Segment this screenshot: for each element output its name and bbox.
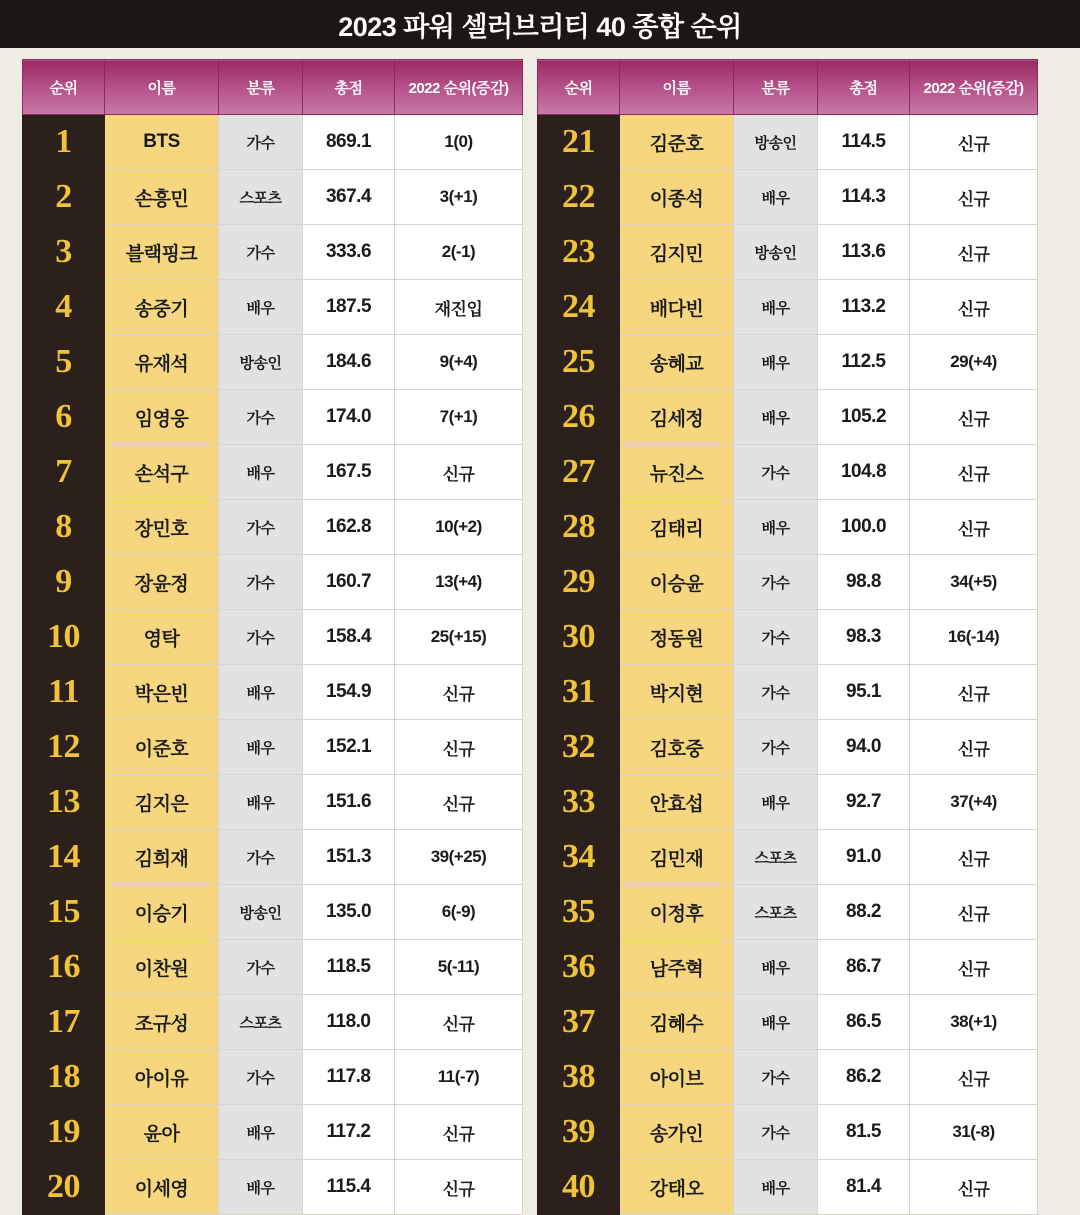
cell-prev-rank: 6(-9) — [395, 885, 523, 940]
cell-category: 가수 — [219, 390, 303, 445]
table-row — [23, 500, 523, 555]
cell-rank: 11 — [23, 665, 105, 720]
cell-score: 113.6 — [818, 225, 910, 280]
cell-prev-rank: 재진입 — [395, 280, 523, 335]
table-body-right — [538, 115, 1038, 1215]
table-row — [23, 830, 523, 885]
cell-category: 배우 — [734, 170, 818, 225]
cell-category: 배우 — [219, 775, 303, 830]
table-row — [23, 335, 523, 390]
table-row — [23, 115, 523, 170]
cell-category: 방송인 — [734, 115, 818, 170]
cell-name: 장민호 — [105, 500, 219, 555]
cell-name: 김지민 — [620, 225, 734, 280]
cell-category: 스포츠 — [219, 995, 303, 1050]
cell-category: 배우 — [734, 1160, 818, 1215]
cell-score: 113.2 — [818, 280, 910, 335]
cell-prev-rank: 16(-14) — [910, 610, 1038, 665]
column-header-name: 이름 — [620, 60, 734, 115]
cell-prev-rank: 39(+25) — [395, 830, 523, 885]
table-row — [538, 1050, 1038, 1105]
table-row — [23, 1050, 523, 1105]
cell-category: 배우 — [734, 995, 818, 1050]
cell-prev-rank: 38(+1) — [910, 995, 1038, 1050]
cell-prev-rank: 신규 — [910, 830, 1038, 885]
cell-name: 배다빈 — [620, 280, 734, 335]
cell-prev-rank: 1(0) — [395, 115, 523, 170]
cell-category: 배우 — [219, 1105, 303, 1160]
cell-rank: 36 — [538, 940, 620, 995]
cell-prev-rank: 3(+1) — [395, 170, 523, 225]
cell-name: 손흥민 — [105, 170, 219, 225]
cell-name: 박지현 — [620, 665, 734, 720]
cell-category: 스포츠 — [219, 170, 303, 225]
cell-rank: 14 — [23, 830, 105, 885]
table-row — [23, 720, 523, 775]
cell-name: 송가인 — [620, 1105, 734, 1160]
cell-name: BTS — [105, 115, 219, 170]
cell-score: 869.1 — [303, 115, 395, 170]
table-row — [538, 940, 1038, 995]
table-row — [538, 170, 1038, 225]
cell-score: 160.7 — [303, 555, 395, 610]
table-row — [23, 225, 523, 280]
table-row — [538, 1105, 1038, 1160]
cell-score: 117.2 — [303, 1105, 395, 1160]
cell-rank: 4 — [23, 280, 105, 335]
cell-category: 가수 — [219, 500, 303, 555]
cell-prev-rank: 신규 — [910, 170, 1038, 225]
cell-score: 98.8 — [818, 555, 910, 610]
cell-name: 김민재 — [620, 830, 734, 885]
cell-category: 배우 — [734, 280, 818, 335]
table-row — [23, 555, 523, 610]
cell-name: 김세정 — [620, 390, 734, 445]
cell-rank: 39 — [538, 1105, 620, 1160]
ranking-table-right — [537, 59, 1038, 1215]
table-row — [538, 115, 1038, 170]
table-row — [538, 1160, 1038, 1215]
cell-category: 배우 — [734, 500, 818, 555]
cell-category: 가수 — [734, 610, 818, 665]
cell-name: 김혜수 — [620, 995, 734, 1050]
cell-name: 송혜교 — [620, 335, 734, 390]
cell-category: 배우 — [219, 280, 303, 335]
cell-score: 135.0 — [303, 885, 395, 940]
cell-prev-rank: 신규 — [910, 885, 1038, 940]
cell-name: 뉴진스 — [620, 445, 734, 500]
cell-category: 가수 — [219, 610, 303, 665]
table-row — [23, 445, 523, 500]
cell-category: 배우 — [219, 665, 303, 720]
cell-prev-rank: 신규 — [395, 665, 523, 720]
cell-category: 가수 — [219, 555, 303, 610]
cell-category: 가수 — [734, 445, 818, 500]
cell-category: 스포츠 — [734, 885, 818, 940]
cell-prev-rank: 신규 — [910, 1160, 1038, 1215]
table-row — [538, 500, 1038, 555]
cell-rank: 26 — [538, 390, 620, 445]
table-header-row — [23, 60, 523, 115]
cell-score: 117.8 — [303, 1050, 395, 1105]
cell-name: 이세영 — [105, 1160, 219, 1215]
table-row — [538, 720, 1038, 775]
cell-prev-rank: 31(-8) — [910, 1105, 1038, 1160]
cell-rank: 20 — [23, 1160, 105, 1215]
cell-rank: 10 — [23, 610, 105, 665]
cell-score: 86.2 — [818, 1050, 910, 1105]
cell-rank: 31 — [538, 665, 620, 720]
cell-name: 김호중 — [620, 720, 734, 775]
cell-score: 184.6 — [303, 335, 395, 390]
cell-rank: 35 — [538, 885, 620, 940]
cell-score: 88.2 — [818, 885, 910, 940]
cell-prev-rank: 신규 — [910, 720, 1038, 775]
cell-name: 정동원 — [620, 610, 734, 665]
column-header-category: 분류 — [219, 60, 303, 115]
cell-rank: 1 — [23, 115, 105, 170]
cell-category: 배우 — [219, 720, 303, 775]
table-row — [538, 830, 1038, 885]
cell-prev-rank: 9(+4) — [395, 335, 523, 390]
cell-prev-rank: 10(+2) — [395, 500, 523, 555]
cell-name: 손석구 — [105, 445, 219, 500]
cell-score: 81.5 — [818, 1105, 910, 1160]
cell-category: 배우 — [734, 940, 818, 995]
cell-rank: 38 — [538, 1050, 620, 1105]
column-header-name: 이름 — [105, 60, 219, 115]
cell-rank: 30 — [538, 610, 620, 665]
cell-rank: 34 — [538, 830, 620, 885]
table-row — [23, 940, 523, 995]
table-row — [23, 280, 523, 335]
cell-score: 167.5 — [303, 445, 395, 500]
cell-name: 윤아 — [105, 1105, 219, 1160]
cell-prev-rank: 신규 — [910, 225, 1038, 280]
cell-prev-rank: 13(+4) — [395, 555, 523, 610]
cell-rank: 28 — [538, 500, 620, 555]
cell-prev-rank: 11(-7) — [395, 1050, 523, 1105]
column-header-rank: 순위 — [538, 60, 620, 115]
cell-score: 104.8 — [818, 445, 910, 500]
cell-category: 배우 — [219, 1160, 303, 1215]
cell-name: 영탁 — [105, 610, 219, 665]
cell-prev-rank: 신규 — [395, 775, 523, 830]
cell-category: 가수 — [734, 665, 818, 720]
cell-prev-rank: 37(+4) — [910, 775, 1038, 830]
cell-rank: 6 — [23, 390, 105, 445]
cell-score: 114.5 — [818, 115, 910, 170]
table-row — [538, 885, 1038, 940]
cell-name: 이종석 — [620, 170, 734, 225]
cell-name: 유재석 — [105, 335, 219, 390]
cell-category: 배우 — [734, 775, 818, 830]
cell-prev-rank: 2(-1) — [395, 225, 523, 280]
cell-category: 스포츠 — [734, 830, 818, 885]
cell-prev-rank: 34(+5) — [910, 555, 1038, 610]
cell-name: 박은빈 — [105, 665, 219, 720]
cell-category: 가수 — [219, 830, 303, 885]
cell-category: 가수 — [219, 115, 303, 170]
cell-score: 86.5 — [818, 995, 910, 1050]
cell-rank: 17 — [23, 995, 105, 1050]
cell-rank: 37 — [538, 995, 620, 1050]
table-row — [23, 390, 523, 445]
column-header-score: 총점 — [303, 60, 395, 115]
cell-name: 남주혁 — [620, 940, 734, 995]
cell-rank: 2 — [23, 170, 105, 225]
cell-score: 114.3 — [818, 170, 910, 225]
cell-rank: 29 — [538, 555, 620, 610]
cell-category: 가수 — [219, 940, 303, 995]
cell-score: 151.3 — [303, 830, 395, 885]
cell-score: 92.7 — [818, 775, 910, 830]
cell-score: 91.0 — [818, 830, 910, 885]
cell-score: 367.4 — [303, 170, 395, 225]
cell-rank: 5 — [23, 335, 105, 390]
table-row — [23, 1160, 523, 1215]
cell-name: 임영웅 — [105, 390, 219, 445]
cell-name: 아이브 — [620, 1050, 734, 1105]
table-row — [538, 390, 1038, 445]
cell-prev-rank: 신규 — [910, 445, 1038, 500]
cell-score: 174.0 — [303, 390, 395, 445]
cell-name: 이승윤 — [620, 555, 734, 610]
cell-rank: 9 — [23, 555, 105, 610]
cell-name: 김희재 — [105, 830, 219, 885]
table-row — [23, 775, 523, 830]
cell-prev-rank: 25(+15) — [395, 610, 523, 665]
cell-category: 방송인 — [219, 335, 303, 390]
cell-score: 333.6 — [303, 225, 395, 280]
cell-name: 김지은 — [105, 775, 219, 830]
cell-rank: 16 — [23, 940, 105, 995]
table-row — [538, 445, 1038, 500]
cell-score: 95.1 — [818, 665, 910, 720]
table-row — [23, 885, 523, 940]
table-row — [538, 995, 1038, 1050]
ranking-tables — [0, 48, 1080, 1215]
cell-prev-rank: 29(+4) — [910, 335, 1038, 390]
cell-score: 115.4 — [303, 1160, 395, 1215]
table-row — [538, 555, 1038, 610]
cell-score: 118.5 — [303, 940, 395, 995]
cell-category: 가수 — [734, 720, 818, 775]
title-bar — [0, 0, 1080, 48]
cell-score: 81.4 — [818, 1160, 910, 1215]
cell-category: 배우 — [219, 445, 303, 500]
cell-score: 118.0 — [303, 995, 395, 1050]
table-row — [23, 665, 523, 720]
cell-prev-rank: 5(-11) — [395, 940, 523, 995]
cell-score: 151.6 — [303, 775, 395, 830]
cell-score: 187.5 — [303, 280, 395, 335]
cell-name: 장윤정 — [105, 555, 219, 610]
cell-name: 아이유 — [105, 1050, 219, 1105]
cell-score: 105.2 — [818, 390, 910, 445]
cell-category: 가수 — [219, 1050, 303, 1105]
cell-prev-rank: 7(+1) — [395, 390, 523, 445]
cell-rank: 24 — [538, 280, 620, 335]
table-row — [23, 1105, 523, 1160]
cell-rank: 8 — [23, 500, 105, 555]
cell-score: 100.0 — [818, 500, 910, 555]
cell-score: 94.0 — [818, 720, 910, 775]
cell-score: 154.9 — [303, 665, 395, 720]
cell-rank: 33 — [538, 775, 620, 830]
cell-prev-rank: 신규 — [395, 995, 523, 1050]
cell-name: 이정후 — [620, 885, 734, 940]
cell-prev-rank: 신규 — [910, 665, 1038, 720]
cell-rank: 12 — [23, 720, 105, 775]
cell-category: 가수 — [734, 1105, 818, 1160]
cell-category: 배우 — [734, 335, 818, 390]
cell-category: 가수 — [734, 555, 818, 610]
cell-prev-rank: 신규 — [395, 1105, 523, 1160]
table-row — [538, 775, 1038, 830]
cell-rank: 22 — [538, 170, 620, 225]
cell-score: 158.4 — [303, 610, 395, 665]
cell-score: 152.1 — [303, 720, 395, 775]
table-row — [538, 335, 1038, 390]
cell-rank: 23 — [538, 225, 620, 280]
cell-rank: 40 — [538, 1160, 620, 1215]
table-header-row — [538, 60, 1038, 115]
cell-prev-rank: 신규 — [910, 500, 1038, 555]
cell-score: 112.5 — [818, 335, 910, 390]
cell-name: 김태리 — [620, 500, 734, 555]
table-row — [538, 610, 1038, 665]
cell-prev-rank: 신규 — [910, 1050, 1038, 1105]
cell-category: 가수 — [219, 225, 303, 280]
cell-name: 강태오 — [620, 1160, 734, 1215]
cell-rank: 3 — [23, 225, 105, 280]
cell-name: 이찬원 — [105, 940, 219, 995]
page-title: 2023 파워 셀러브리티 40 종합 순위 — [338, 11, 742, 42]
cell-rank: 27 — [538, 445, 620, 500]
table-row — [23, 995, 523, 1050]
cell-name: 안효섭 — [620, 775, 734, 830]
cell-rank: 19 — [23, 1105, 105, 1160]
cell-category: 가수 — [734, 1050, 818, 1105]
table-row — [23, 170, 523, 225]
cell-prev-rank: 신규 — [395, 445, 523, 500]
cell-score: 162.8 — [303, 500, 395, 555]
cell-rank: 13 — [23, 775, 105, 830]
cell-category: 방송인 — [219, 885, 303, 940]
column-header-rank: 순위 — [23, 60, 105, 115]
cell-score: 98.3 — [818, 610, 910, 665]
cell-name: 송중기 — [105, 280, 219, 335]
cell-prev-rank: 신규 — [395, 1160, 523, 1215]
cell-rank: 32 — [538, 720, 620, 775]
cell-prev-rank: 신규 — [910, 940, 1038, 995]
cell-name: 조규성 — [105, 995, 219, 1050]
cell-prev-rank: 신규 — [910, 390, 1038, 445]
cell-name: 이승기 — [105, 885, 219, 940]
cell-rank: 7 — [23, 445, 105, 500]
table-row — [538, 665, 1038, 720]
column-header-category: 분류 — [734, 60, 818, 115]
table-row — [23, 610, 523, 665]
cell-category: 배우 — [734, 390, 818, 445]
column-header-score: 총점 — [818, 60, 910, 115]
ranking-table-left — [22, 59, 523, 1215]
cell-prev-rank: 신규 — [395, 720, 523, 775]
cell-rank: 18 — [23, 1050, 105, 1105]
column-header-prev-rank: 2022 순위(증감) — [395, 60, 523, 115]
column-header-prev-rank: 2022 순위(증감) — [910, 60, 1038, 115]
cell-score: 86.7 — [818, 940, 910, 995]
cell-prev-rank: 신규 — [910, 280, 1038, 335]
cell-name: 이준호 — [105, 720, 219, 775]
table-row — [538, 225, 1038, 280]
cell-name: 블랙핑크 — [105, 225, 219, 280]
cell-rank: 15 — [23, 885, 105, 940]
table-body-left — [23, 115, 523, 1215]
cell-prev-rank: 신규 — [910, 115, 1038, 170]
cell-name: 김준호 — [620, 115, 734, 170]
cell-rank: 25 — [538, 335, 620, 390]
cell-rank: 21 — [538, 115, 620, 170]
table-row — [538, 280, 1038, 335]
cell-category: 방송인 — [734, 225, 818, 280]
